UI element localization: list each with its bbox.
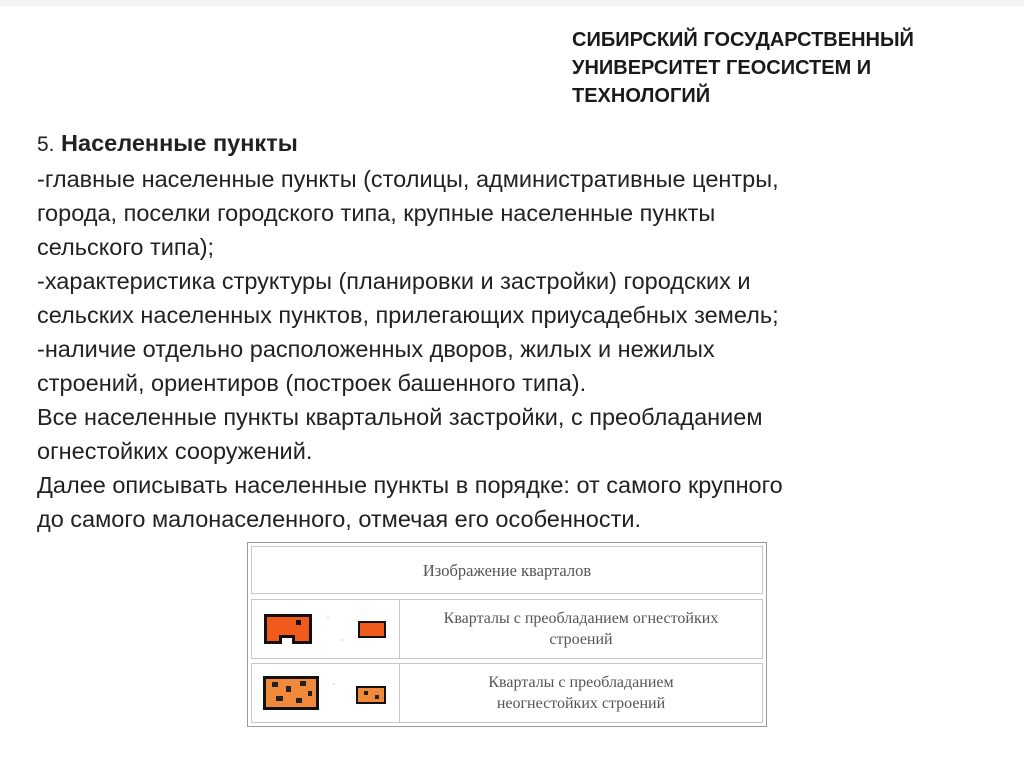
- text-line: сельских населенных пунктов, прилегающих приусадебных земель;: [37, 302, 779, 328]
- text-line: -характеристика структуры (планировки и застройки) городских и: [37, 268, 751, 294]
- text-line: огнестойких сооружений.: [37, 438, 313, 464]
- fireproof-block-icon: [252, 600, 400, 658]
- text-line: до самого малонаселенного, отмечая его особенности.: [37, 506, 642, 532]
- text-line: строений, ориентиров (построек башенного типа).: [37, 370, 587, 396]
- text-line: города, поселки городского типа, крупные населенные пункты: [37, 200, 716, 226]
- legend-row-label-line: Кварталы с преобладанием огнестойких: [443, 610, 719, 627]
- legend-row-label: [400, 600, 762, 658]
- section-number: 5.: [37, 133, 55, 156]
- nonfireproof-block-icon: [252, 664, 400, 722]
- legend-row-fireproof: [251, 599, 763, 659]
- section-title: Населенные пункты: [61, 130, 298, 156]
- section-body: [37, 126, 997, 536]
- legend-row-label: [400, 664, 762, 722]
- text-line: -наличие отдельно расположенных дворов, жилых и нежилых: [37, 336, 715, 362]
- text-line: -главные населенные пункты (столицы, административные центры,: [37, 166, 779, 192]
- top-bar: [0, 0, 1024, 6]
- legend-title: Изображение кварталов: [251, 546, 763, 594]
- legend-row-label-line: неогнестойких строений: [496, 695, 666, 712]
- university-name-line: СИБИРСКИЙ ГОСУДАРСТВЕННЫЙ: [572, 29, 914, 51]
- university-name: [572, 26, 992, 110]
- legend-row-nonfireproof: [251, 663, 763, 723]
- university-name-line: ТЕХНОЛОГИЙ: [572, 85, 711, 107]
- text-line: Далее описывать населенные пункты в порядке: от самого крупного: [37, 472, 783, 498]
- section-heading: [37, 126, 997, 162]
- legend-row-label-line: строений: [549, 631, 613, 648]
- university-name-line: УНИВЕРСИТЕТ ГЕОСИСТЕМ И: [572, 57, 872, 79]
- legend-row-label-line: Кварталы с преобладанием: [488, 674, 674, 691]
- text-line: Все населенные пункты квартальной застройки, с преобладанием: [37, 404, 763, 430]
- legend-table: [247, 542, 767, 727]
- text-line: сельского типа);: [37, 234, 215, 260]
